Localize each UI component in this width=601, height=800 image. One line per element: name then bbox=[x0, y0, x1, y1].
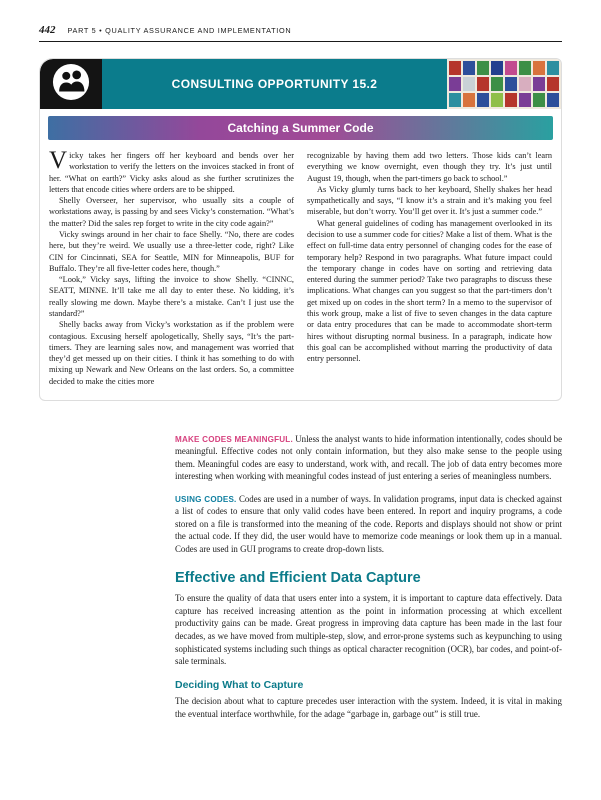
mosaic-tile bbox=[449, 77, 461, 91]
consulting-body bbox=[40, 140, 561, 400]
mosaic-tile bbox=[505, 61, 517, 75]
mosaic-tile bbox=[519, 77, 531, 91]
section-body: Codes are used in a number of ways. In validation programs, input data is checked against a list of codes to ensure that only valid codes have been entered. In report and inquiry programs, a code stored on a file is transformed into the meaning of the code. Reports and displays should not show or print the actual code. If they did, the user would have to memorize code meanings or look them up in a manual. Codes are used in GUI programs to create drop-down lists. bbox=[175, 493, 562, 554]
mosaic-tile bbox=[477, 61, 489, 75]
mosaic-tile bbox=[491, 77, 503, 91]
paragraph: The decision about what to capture precedes user interaction with the system. Indeed, it is vital in making the eventual interface worthwhile, for the adage “garbage in, garbage out” is still true. bbox=[175, 695, 562, 719]
mosaic-tile bbox=[547, 93, 559, 107]
mosaic-tile bbox=[533, 77, 545, 91]
subsection-heading: Deciding What to Capture bbox=[175, 678, 304, 691]
mosaic-tile bbox=[547, 61, 559, 75]
consulting-opportunity-box bbox=[39, 58, 562, 401]
paragraph: Shelly Overseer, her supervisor, who usually sits a couple of workstations away, is passing by and sees Vicky’s consternation. “What’s the matter? Did the sales rep forget to write in the city code again?” bbox=[49, 196, 294, 228]
running-head bbox=[39, 24, 562, 42]
mosaic-artwork bbox=[447, 59, 561, 109]
mosaic-tile bbox=[463, 77, 475, 91]
paragraph: What general guidelines of coding has management overlooked in its decision to use a summer code for cities? Make a list of them. What is the effect on full-time data entry personnel of changing codes for the ease of temporary help? Respond in two paragraphs. What future impact could the temporary change in codes have on sorting and retrieving data entered during the summer period? Take two paragraphs to discuss these implications. What changes can you suggest so that the part-timers don’t get mixed up on codes in the short term? In a memo to the supervisor of this work group, make a list of five to seven changes in the data capture or data entry procedures that can be made to accommodate short-term hires without disrupting normal business. In a paragraph, indicate how this goal can be accomplished without marring the productivity of data entry personnel. bbox=[307, 218, 552, 364]
consulting-kicker: CONSULTING OPPORTUNITY 15.2 bbox=[102, 59, 447, 109]
mosaic-tile bbox=[533, 93, 545, 107]
mosaic-tile bbox=[491, 61, 503, 75]
mosaic-tile bbox=[491, 93, 503, 107]
section-heading: Effective and Efficient Data Capture bbox=[175, 570, 421, 587]
mosaic-tile bbox=[477, 77, 489, 91]
paragraph: Vicky swings around in her chair to face Shelly. “No, there are codes here, but they’re weird. We usually use a three-letter code, right? Like CIN for Cincinnati, SEA for Seattle, MIN for Minneapolis, BUF for Buffalo. They’re all five-letter codes here, though.” bbox=[49, 229, 294, 273]
section-lead: USING CODES. bbox=[175, 494, 237, 504]
mosaic-tile bbox=[463, 61, 475, 75]
mosaic-tile bbox=[505, 77, 517, 91]
dropcap: V bbox=[49, 147, 68, 174]
paragraph-text: icky takes her fingers off her keyboard and bends over her workstation to verify the letters on the invoices stacked in front of her. “What on earth?” Vicky asks aloud as she further scrutinizes the letters that encode cities where orders are to be shipped. bbox=[49, 151, 294, 194]
section-using-codes bbox=[175, 493, 562, 555]
column-left bbox=[49, 147, 294, 387]
section-make-codes-meaningful bbox=[175, 433, 562, 483]
mosaic-tile bbox=[505, 93, 517, 107]
paragraph: recognizable by having them add two letters. Those kids can’t learn everything we know overnight, even though they try. It’s just until August 19, though, when the part-timers go back to school.” bbox=[307, 151, 552, 183]
section-lead: MAKE CODES MEANINGFUL. bbox=[175, 434, 293, 444]
mosaic-tile bbox=[477, 93, 489, 107]
paragraph: Shelly backs away from Vicky’s workstation as if the problem were contagious. Excusing herself apologetically, Shelly says, “It’s the part-timers. They are learning sales now, and management was worried that they’d get messed up on their cities. I think it has something to do with mixing up Newark and New Orleans on the last orders. So, a committee decided to make the cities more bbox=[49, 320, 294, 386]
part-title: PART 5 • QUALITY ASSURANCE AND IMPLEMENTATION bbox=[67, 26, 292, 35]
column-right bbox=[307, 150, 552, 387]
mosaic-tile bbox=[519, 61, 531, 75]
page-number: 442 bbox=[39, 24, 56, 36]
paragraph: “Look,” Vicky says, lifting the invoice to show Shelly. “CINNC, SEATT, MINNE. It’ll take me all day to enter these. No kidding, it’s really slowing me down. Maybe there’s a mistake. Can’t I just use the standard?” bbox=[49, 275, 294, 318]
mosaic-tile bbox=[449, 61, 461, 75]
consulting-box-header bbox=[40, 59, 561, 109]
two-people-icon bbox=[52, 63, 90, 106]
mosaic-tile bbox=[449, 93, 461, 107]
mosaic-tile bbox=[463, 93, 475, 107]
consulting-title-banner: Catching a Summer Code bbox=[48, 116, 553, 140]
mosaic-tile bbox=[547, 77, 559, 91]
consulting-icon-block bbox=[40, 59, 102, 109]
section-body: Unless the analyst wants to hide information intentionally, codes should be meaningful. Effective codes not only contain information, but they also make sense to the people using them. Meaningful codes are easy to understand, work with, and recall. The job of data entry becomes more interesting when working with meaningful codes instead of just entering a series of meaningless numbers. bbox=[175, 433, 563, 482]
paragraph bbox=[49, 147, 294, 195]
paragraph: To ensure the quality of data that users enter into a system, it is important to capture data effectively. Data capture has received increasing attention as the point in information processing at which excellent productivity gains can be made. Great progress in improving data capture has been made in the last four decades, as we have moved from multiple-step, slow, and error-prone systems such as keypunching to using sophisticated systems including such things as optical character recognition (OCR), bar codes, and point-of-sale terminals. bbox=[175, 593, 562, 667]
mosaic-tile bbox=[533, 61, 545, 75]
mosaic-tile bbox=[519, 93, 531, 107]
main-text-block bbox=[175, 433, 562, 720]
paragraph: As Vicky glumly turns back to her keyboard, Shelly shakes her head sympathetically and says, “I know it’s a strain and it’s making you feel miserable, but don’t worry. You’ll get over it. It’s just a summer code.” bbox=[307, 184, 552, 217]
